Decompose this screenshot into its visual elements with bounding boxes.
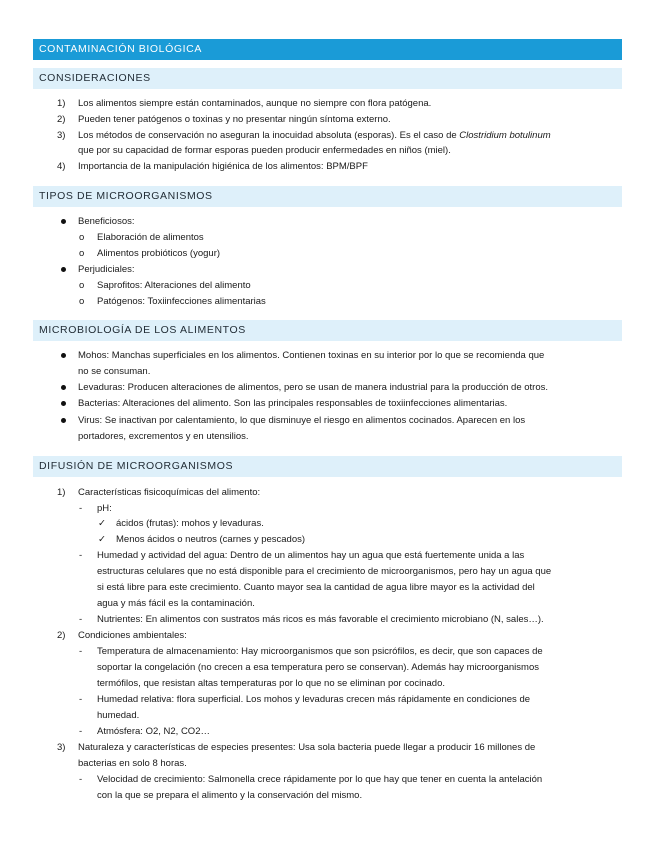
sub-list-item-text: humedad. — [97, 710, 140, 721]
list-item-text: Pueden tener patógenos o toxinas y no presentar ningún síntoma externo. — [78, 114, 391, 125]
list-item-text: Importancia de la manipulación higiénica de los alimentos: BPM/BPF — [78, 161, 368, 172]
list-item-text: que por su capacidad de formar esporas pueden producir enfermedades en niños (miel). — [78, 145, 451, 156]
list-item-text: Los alimentos siempre están contaminados, aunque no siempre con flora patógena. — [78, 98, 432, 109]
sub-list-item-text: pH: — [97, 503, 112, 514]
sub-bullet-icon: o — [79, 232, 85, 243]
list-item-text: Virus: Se inactivan por calentamiento, lo que disminuye el riesgo en alimentos cocinados. Aparecen en los — [78, 415, 526, 426]
list-number: 4) — [57, 161, 66, 172]
dash-marker: - — [79, 774, 83, 785]
list-item-text: no se consuman. — [78, 366, 151, 377]
sub-list-item-text: estructuras celulares que no está disponible para el crecimiento de microorganismos, pero hay un agua que — [97, 566, 552, 577]
sub-bullet-icon: o — [79, 280, 85, 291]
list-number: 2) — [57, 630, 66, 641]
section-heading-difusion: DIFUSIÓN DE MICROORGANISMOS — [33, 456, 622, 477]
section-heading-tipos: TIPOS DE MICROORGANISMOS — [33, 186, 622, 207]
dash-marker: - — [79, 503, 83, 514]
bullet-icon — [61, 418, 66, 423]
sub-list-item-text: Alimentos probióticos (yogur) — [97, 248, 221, 259]
list-item-text: Bacterias: Alteraciones del alimento. Son las principales responsables de toxiinfecciones alimentarias. — [78, 398, 508, 409]
sub-list-item-text: Atmósfera: O2, N2, CO2… — [97, 726, 210, 737]
list-item-text — [78, 130, 551, 142]
section-heading-microbiologia: MICROBIOLOGÍA DE LOS ALIMENTOS — [33, 320, 622, 341]
sub-list-item-text: Saprofitos: Alteraciones del alimento — [97, 280, 251, 291]
bullet-icon — [61, 267, 66, 272]
list-item-text: Naturaleza y características de especies presentes: Usa sola bacteria puede llegar a producir 16 millones de — [78, 742, 536, 753]
list-number: 3) — [57, 130, 66, 141]
list-item-text: Levaduras: Producen alteraciones de alimentos, pero se usan de manera industrial para la producción de otros. — [78, 382, 549, 393]
sub-sub-list-item-text: Menos ácidos o neutros (carnes y pescados) — [116, 534, 306, 545]
list-number: 1) — [57, 487, 66, 498]
list-number: 2) — [57, 114, 66, 125]
sub-list-item-text: Velocidad de crecimiento: Salmonella crece rápidamente por lo que hay que tener en cuenta la antelación — [97, 774, 543, 785]
section-heading-consideraciones: CONSIDERACIONES — [33, 68, 622, 89]
list-number: 3) — [57, 742, 66, 753]
sub-list-item-text: soportar la congelación (no crecen a esa temperatura pero se conservan). Además hay microorganismos — [97, 662, 539, 673]
text-segment: Los métodos de conservación no aseguran la inocuidad absoluta (esporas). Es el caso de — [78, 130, 460, 141]
sub-bullet-icon: o — [79, 296, 85, 307]
sub-list-item-text: termófilos, que resistan altas temperaturas por lo que no se eliminan por cocinado. — [97, 678, 445, 689]
bullet-icon — [61, 353, 66, 358]
list-item-text: portadores, excrementos y en utensilios. — [78, 431, 249, 442]
sub-list-item-text: Nutrientes: En alimentos con sustratos más ricos es más favorable el crecimiento microbiano (N, sales…). — [97, 614, 544, 625]
check-icon: ✓ — [98, 518, 106, 529]
bullet-icon — [61, 385, 66, 390]
sub-bullet-icon: o — [79, 248, 85, 259]
dash-marker: - — [79, 646, 83, 657]
bullet-icon — [61, 219, 66, 224]
sub-list-item-text: si está libre para este crecimiento. Cuanto mayor sea la cantidad de agua libre mayor es la actividad del — [97, 582, 535, 593]
list-item-text: Características fisicoquímicas del alimento: — [78, 487, 261, 498]
list-item-text: Beneficiosos: — [78, 216, 135, 227]
sub-list-item-text: Temperatura de almacenamiento: Hay microorganismos que son psicrófilos, es decir, que son capaces de — [97, 646, 543, 657]
italic-species-name: Clostridium botulinum — [459, 130, 551, 141]
dash-marker: - — [79, 694, 83, 705]
sub-list-item-text: Humedad relativa: flora superficial. Los mohos y levaduras crecen más rápidamente en condiciones de — [97, 694, 531, 705]
list-item-text: Condiciones ambientales: — [78, 630, 187, 641]
dash-marker: - — [79, 614, 83, 625]
sub-list-item-text: Patógenos: Toxiinfecciones alimentarias — [97, 296, 266, 307]
sub-list-item-text: con la que se prepara el alimento y la conservación del mismo. — [97, 790, 363, 801]
list-item-text: bacterias en solo 8 horas. — [78, 758, 187, 769]
bullet-icon — [61, 401, 66, 406]
dash-marker: - — [79, 550, 83, 561]
dash-marker: - — [79, 726, 83, 737]
list-item-text: Mohos: Manchas superficiales en los alimentos. Contienen toxinas en su interior por lo que se recomienda que — [78, 350, 545, 361]
sub-list-item-text: Humedad y actividad del agua: Dentro de un alimentos hay un agua que está fuertemente unida a las — [97, 550, 525, 561]
check-icon: ✓ — [98, 534, 106, 545]
sub-sub-list-item-text: ácidos (frutas): mohos y levaduras. — [116, 518, 264, 529]
list-item-text: Perjudiciales: — [78, 264, 135, 275]
list-number: 1) — [57, 98, 66, 109]
sub-list-item-text: Elaboración de alimentos — [97, 232, 204, 243]
sub-list-item-text: agua y más fácil es la contaminación. — [97, 598, 255, 609]
document-title: CONTAMINACIÓN BIOLÓGICA — [33, 39, 622, 60]
